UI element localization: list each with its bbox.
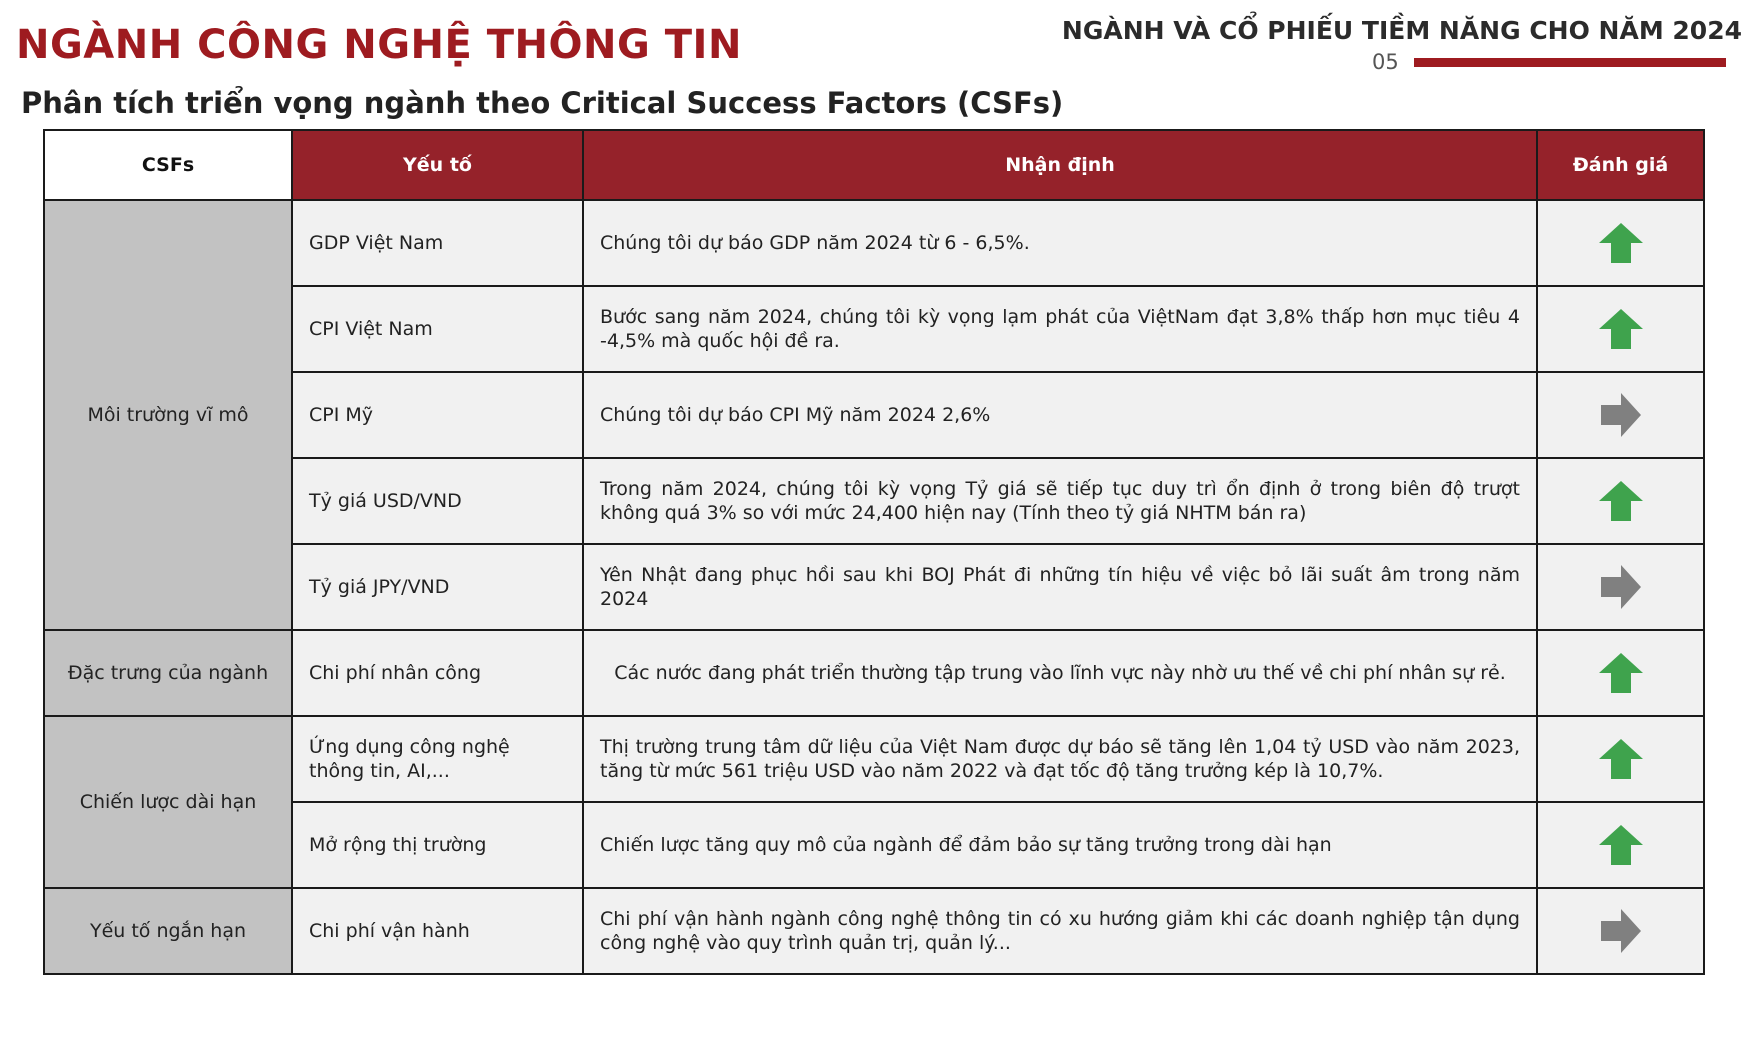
factor-cell: Ứng dụng công nghệ thông tin, AI,... <box>292 716 583 802</box>
right-arrow-icon <box>1601 920 1641 942</box>
assessment-cell: Chúng tôi dự báo GDP năm 2024 từ 6 - 6,5%. <box>583 200 1537 286</box>
section-subtitle: Phân tích triển vọng ngành theo Critical Success Factors (CSFs) <box>21 86 1064 120</box>
rating-cell <box>1537 372 1704 458</box>
rating-cell <box>1537 200 1704 286</box>
table-row <box>44 544 1704 630</box>
csf-group-label: Chiến lược dài hạn <box>44 716 292 888</box>
table-row <box>44 716 1704 802</box>
right-arrow-icon <box>1601 576 1641 598</box>
rating-cell <box>1537 716 1704 802</box>
rating-cell <box>1537 544 1704 630</box>
up-arrow-icon <box>1599 490 1643 512</box>
factor-cell: Chi phí nhân công <box>292 630 583 716</box>
factor-cell: Tỷ giá USD/VND <box>292 458 583 544</box>
column-header-csfs: CSFs <box>44 130 292 200</box>
assessment-cell: Trong năm 2024, chúng tôi kỳ vọng Tỷ giá sẽ tiếp tục duy trì ổn định ở trong biên độ trượt không quá 3% so với mức 24,400 hiện nay (Tính theo tỷ giá NHTM bán ra) <box>583 458 1537 544</box>
up-arrow-icon <box>1599 662 1643 684</box>
up-arrow-icon <box>1599 834 1643 856</box>
column-header-factor: Yếu tố <box>292 130 583 200</box>
up-arrow-icon <box>1599 232 1643 254</box>
assessment-cell: Bước sang năm 2024, chúng tôi kỳ vọng lạm phát của ViệtNam đạt 3,8% thấp hơn mục tiêu 4 -4,5% mà quốc hội đề ra. <box>583 286 1537 372</box>
column-header-assessment: Nhận định <box>583 130 1537 200</box>
csf-group-label: Đặc trưng của ngành <box>44 630 292 716</box>
factor-cell: Mở rộng thị trường <box>292 802 583 888</box>
assessment-cell: Yên Nhật đang phục hồi sau khi BOJ Phát đi những tín hiệu về việc bỏ lãi suất âm trong năm 2024 <box>583 544 1537 630</box>
column-header-rating: Đánh giá <box>1537 130 1704 200</box>
factor-cell: Tỷ giá JPY/VND <box>292 544 583 630</box>
right-arrow-icon <box>1601 404 1641 426</box>
factor-cell: CPI Mỹ <box>292 372 583 458</box>
assessment-cell: Chi phí vận hành ngành công nghệ thông tin có xu hướng giảm khi các doanh nghiệp tận dụng công nghệ vào quy trình quản trị, quản lý... <box>583 888 1537 974</box>
table-row <box>44 888 1704 974</box>
page-title: NGÀNH CÔNG NGHỆ THÔNG TIN <box>16 22 742 68</box>
table-row <box>44 286 1704 372</box>
table-row <box>44 802 1704 888</box>
rating-cell <box>1537 286 1704 372</box>
table-row <box>44 200 1704 286</box>
csf-group-label: Yếu tố ngắn hạn <box>44 888 292 974</box>
assessment-cell: Các nước đang phát triển thường tập trung vào lĩnh vực này nhờ ưu thế về chi phí nhân sự rẻ. <box>583 630 1537 716</box>
table-row <box>44 630 1704 716</box>
table-row <box>44 372 1704 458</box>
rating-cell <box>1537 888 1704 974</box>
csf-table <box>43 129 1705 975</box>
rating-cell <box>1537 458 1704 544</box>
up-arrow-icon <box>1599 318 1643 340</box>
rating-cell <box>1537 802 1704 888</box>
assessment-cell: Chúng tôi dự báo CPI Mỹ năm 2024 2,6% <box>583 372 1537 458</box>
assessment-cell: Thị trường trung tâm dữ liệu của Việt Nam được dự báo sẽ tăng lên 1,04 tỷ USD vào năm 2023, tăng từ mức 561 triệu USD vào năm 2022 và đạt tốc độ tăng trưởng kép là 10,7%. <box>583 716 1537 802</box>
table-row <box>44 458 1704 544</box>
csf-group-label: Môi trường vĩ mô <box>44 200 292 630</box>
factor-cell: Chi phí vận hành <box>292 888 583 974</box>
rating-cell <box>1537 630 1704 716</box>
factor-cell: GDP Việt Nam <box>292 200 583 286</box>
up-arrow-icon <box>1599 748 1643 770</box>
assessment-cell: Chiến lược tăng quy mô của ngành để đảm bảo sự tăng trưởng trong dài hạn <box>583 802 1537 888</box>
table-header-row <box>44 130 1704 200</box>
page-accent-bar <box>1414 58 1726 67</box>
page-number: 05 <box>1372 50 1399 74</box>
report-title: NGÀNH VÀ CỔ PHIẾU TIỀM NĂNG CHO NĂM 2024 <box>1061 16 1742 45</box>
factor-cell: CPI Việt Nam <box>292 286 583 372</box>
